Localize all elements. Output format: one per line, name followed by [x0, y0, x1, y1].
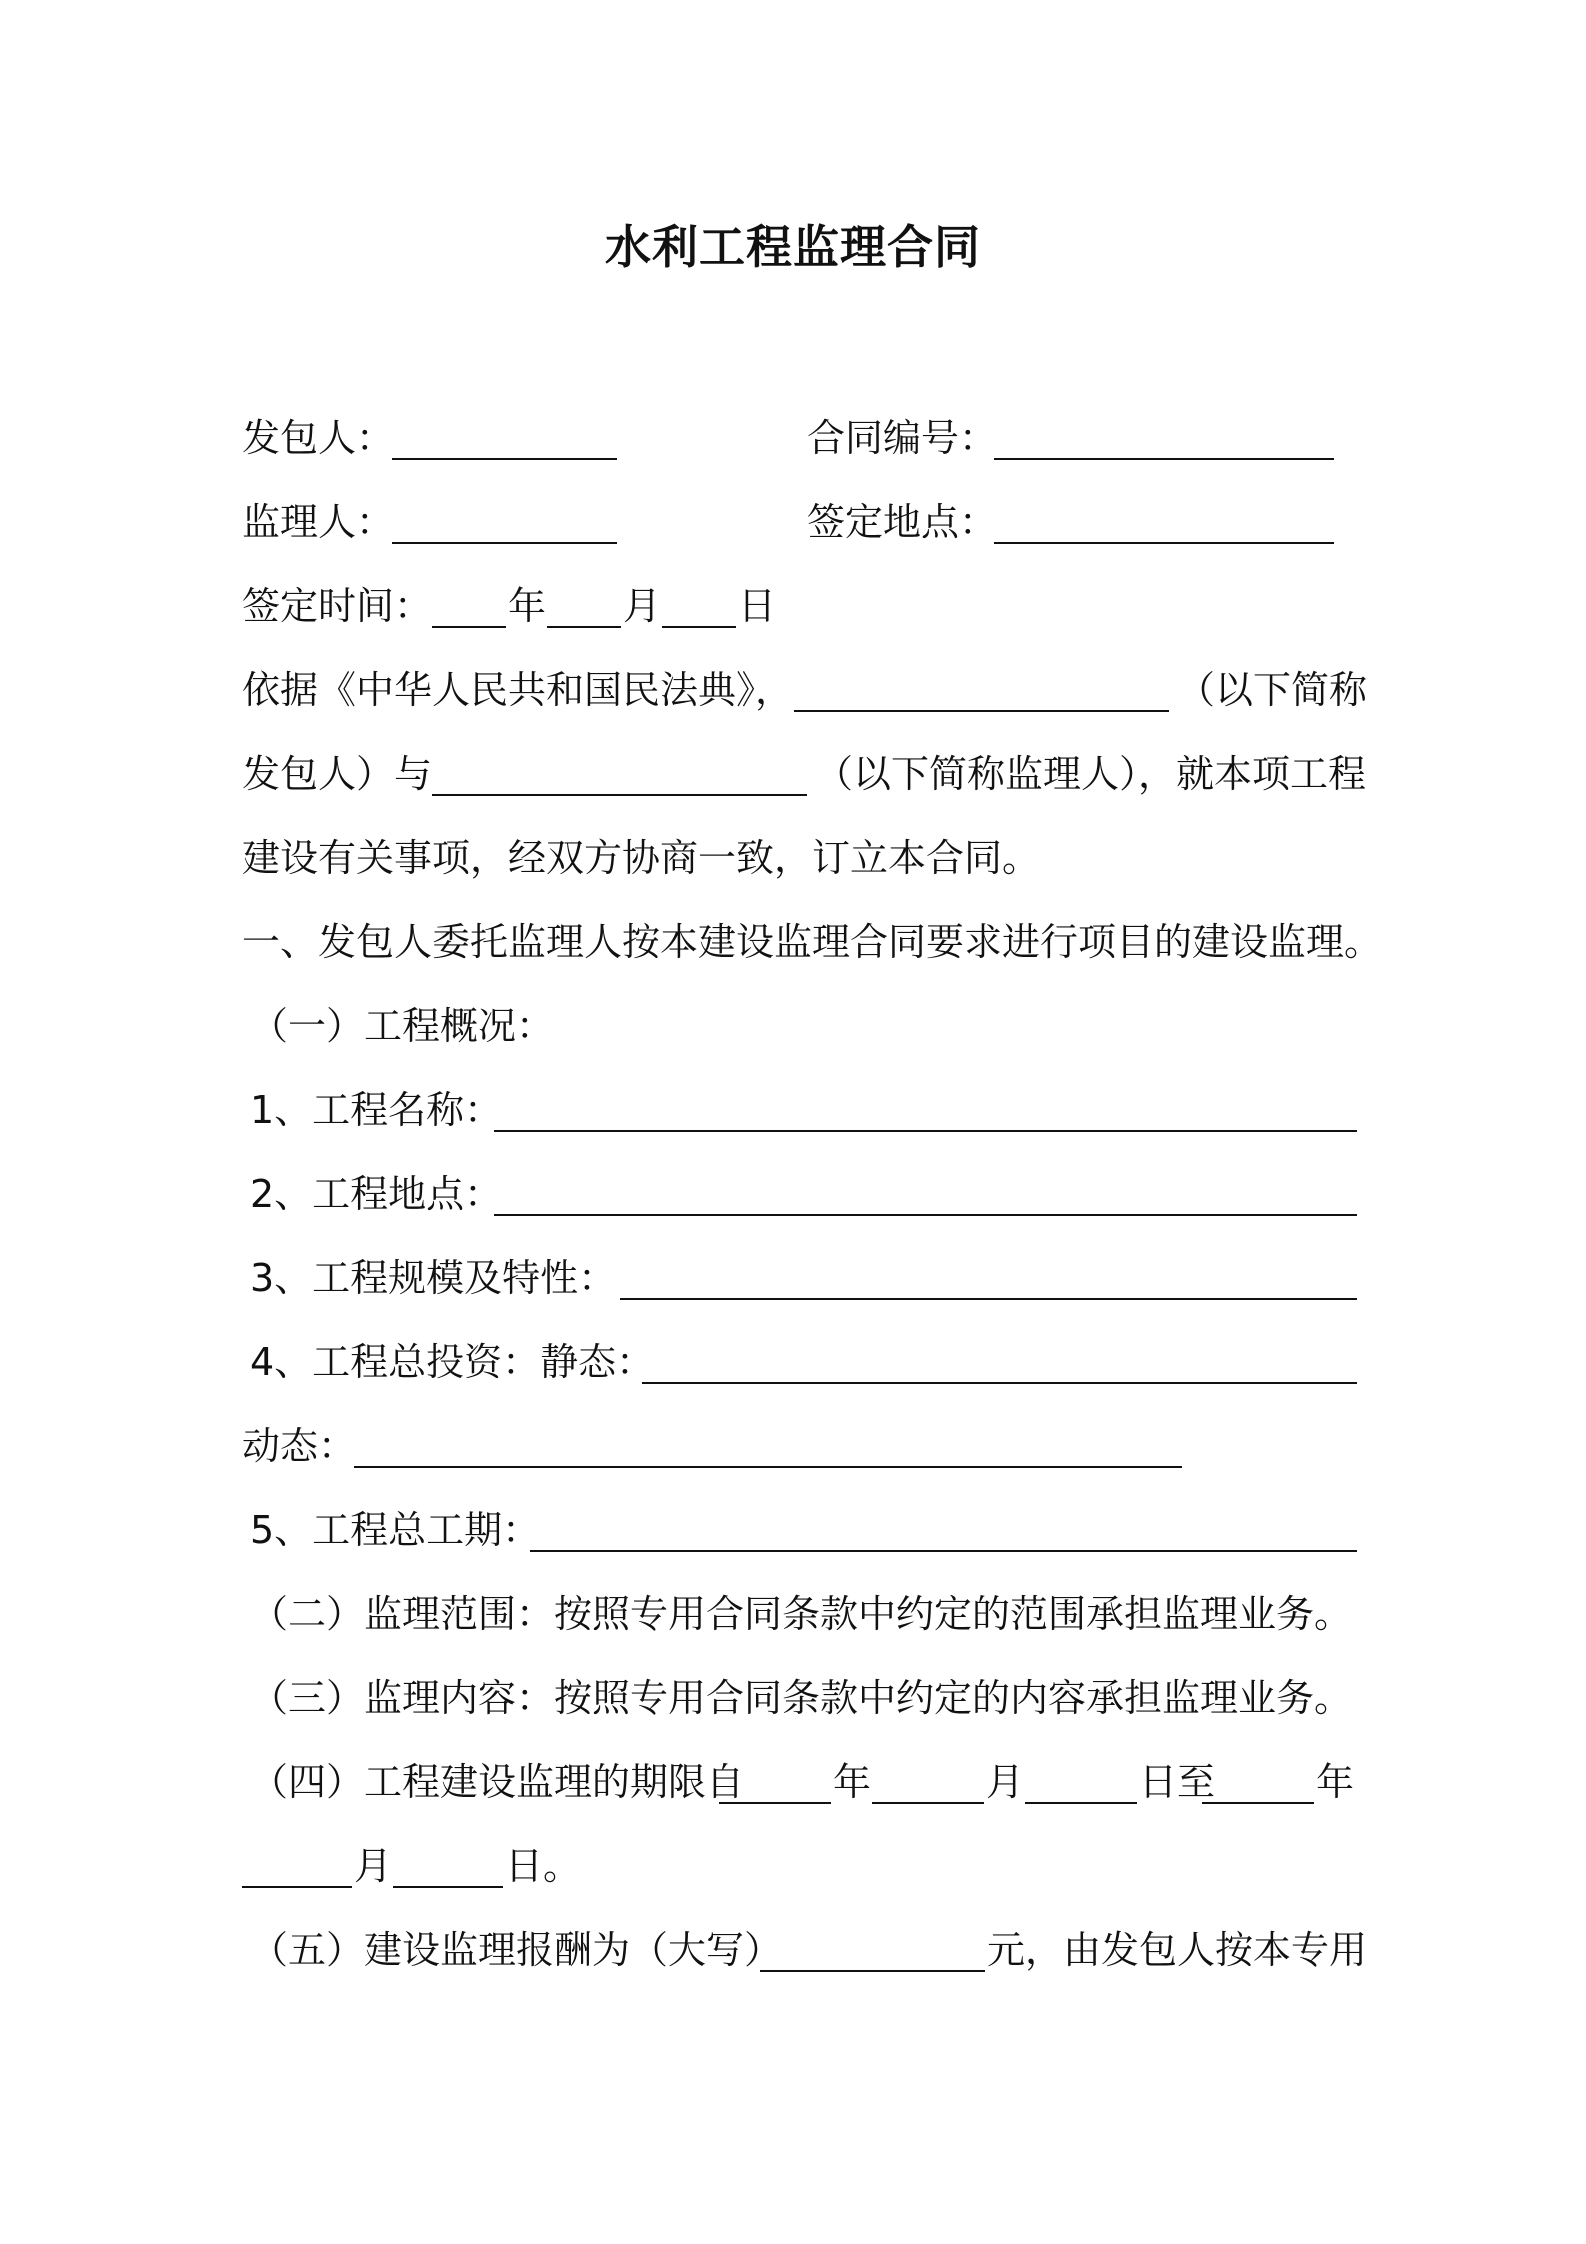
- clause-1-4-line-2: [242, 1836, 1357, 1896]
- intro-text-2b: （以下简称监理人），就本项工程: [815, 752, 1367, 796]
- period-end-month-blank[interactable]: [242, 1886, 352, 1888]
- employer-label: 发包人：: [242, 416, 395, 460]
- intro-line-3: [242, 828, 1357, 888]
- row-sign-time: [242, 576, 1357, 636]
- intro-line-2: [242, 744, 1367, 804]
- intro-text-1b: （以下简称: [1177, 668, 1368, 712]
- period-end-day-label: 日。: [505, 1844, 582, 1888]
- document-title: 水利工程监理合同: [605, 220, 981, 274]
- sign-place-label: 签定地点：: [807, 500, 998, 544]
- clause-1: [242, 912, 1383, 972]
- intro-text-2a: 发包人）与: [242, 752, 433, 796]
- period-end-day-blank[interactable]: [393, 1886, 503, 1888]
- contract-no-label: 合同编号：: [807, 416, 998, 460]
- sign-month-label: 月: [623, 584, 662, 628]
- clause-1-text: 一、发包人委托监理人按本建设监理合同要求进行项目的建设监理。: [242, 920, 1383, 964]
- clause-1-2: [242, 1584, 1357, 1644]
- clause-1-4-text: （四）工程建设监理的期限自: [250, 1760, 745, 1804]
- employer-blank[interactable]: [392, 458, 617, 460]
- item-3-label: 3、工程规模及特性：: [250, 1256, 617, 1300]
- item-total-duration: [242, 1500, 1357, 1560]
- item-project-name: [242, 1080, 1357, 1140]
- row-supervisor-sign-place: [242, 492, 1357, 552]
- period-end-month-label: 月: [354, 1844, 393, 1888]
- supervisor-label: 监理人：: [242, 500, 395, 544]
- project-scale-blank[interactable]: [620, 1298, 1357, 1300]
- period-end-year-blank[interactable]: [1202, 1802, 1314, 1804]
- project-name-blank[interactable]: [494, 1130, 1357, 1132]
- period-day-to-label: 日至: [1139, 1760, 1216, 1804]
- clause-1-1-text: （一）工程概况：: [250, 1004, 555, 1048]
- item-project-scale: [242, 1248, 1357, 1308]
- dynamic-investment-blank[interactable]: [354, 1466, 1182, 1468]
- sign-place-blank[interactable]: [994, 542, 1334, 544]
- project-location-blank[interactable]: [494, 1214, 1357, 1216]
- item-2-label: 2、工程地点：: [250, 1172, 503, 1216]
- item-1-label: 1、工程名称：: [250, 1088, 503, 1132]
- contract-no-blank[interactable]: [994, 458, 1334, 460]
- period-start-year-label: 年: [833, 1760, 872, 1804]
- sign-year-blank[interactable]: [432, 626, 506, 628]
- supervisor-blank[interactable]: [392, 542, 617, 544]
- period-start-month-label: 月: [986, 1760, 1025, 1804]
- clause-1-5-text: （五）建设监理报酬为（大写）: [250, 1928, 783, 1972]
- sign-month-blank[interactable]: [547, 626, 621, 628]
- row-employer-contract-no: [242, 408, 1357, 468]
- intro-line-1: [242, 660, 1368, 720]
- sign-day-label: 日: [738, 584, 777, 628]
- item-dynamic-investment: [242, 1416, 1357, 1476]
- static-investment-blank[interactable]: [642, 1382, 1357, 1384]
- period-start-day-blank[interactable]: [1025, 1802, 1137, 1804]
- clause-1-5-tail: 元，由发包人按本专用: [987, 1928, 1368, 1972]
- item-project-location: [242, 1164, 1357, 1224]
- sign-time-label: 签定时间：: [242, 584, 433, 628]
- supervisor-name-blank[interactable]: [432, 794, 807, 796]
- item-4-label: 4、工程总投资：静态：: [250, 1340, 655, 1384]
- clause-1-1: [242, 996, 1357, 1056]
- remuneration-blank[interactable]: [760, 1970, 985, 1972]
- sign-day-blank[interactable]: [662, 626, 736, 628]
- period-start-year-blank[interactable]: [719, 1802, 831, 1804]
- employer-name-blank[interactable]: [794, 710, 1169, 712]
- intro-text-3: 建设有关事项，经双方协商一致，订立本合同。: [242, 836, 1041, 880]
- period-end-year-label: 年: [1316, 1760, 1355, 1804]
- clause-1-4-line-1: [242, 1752, 1357, 1812]
- item-4b-label: 动态：: [242, 1424, 357, 1468]
- clause-1-3-text: （三）监理内容：按照专用合同条款中约定的内容承担监理业务。: [250, 1676, 1353, 1720]
- item-5-label: 5、工程总工期：: [250, 1508, 541, 1552]
- sign-year-label: 年: [508, 584, 547, 628]
- period-start-month-blank[interactable]: [872, 1802, 984, 1804]
- item-total-investment: [242, 1332, 1357, 1392]
- intro-text-1a: 依据《中华人民共和国民法典》，: [242, 668, 794, 712]
- clause-1-3: [242, 1668, 1357, 1728]
- clause-1-5: [242, 1920, 1368, 1980]
- clause-1-2-text: （二）监理范围：按照专用合同条款中约定的范围承担监理业务。: [250, 1592, 1353, 1636]
- total-duration-blank[interactable]: [530, 1550, 1357, 1552]
